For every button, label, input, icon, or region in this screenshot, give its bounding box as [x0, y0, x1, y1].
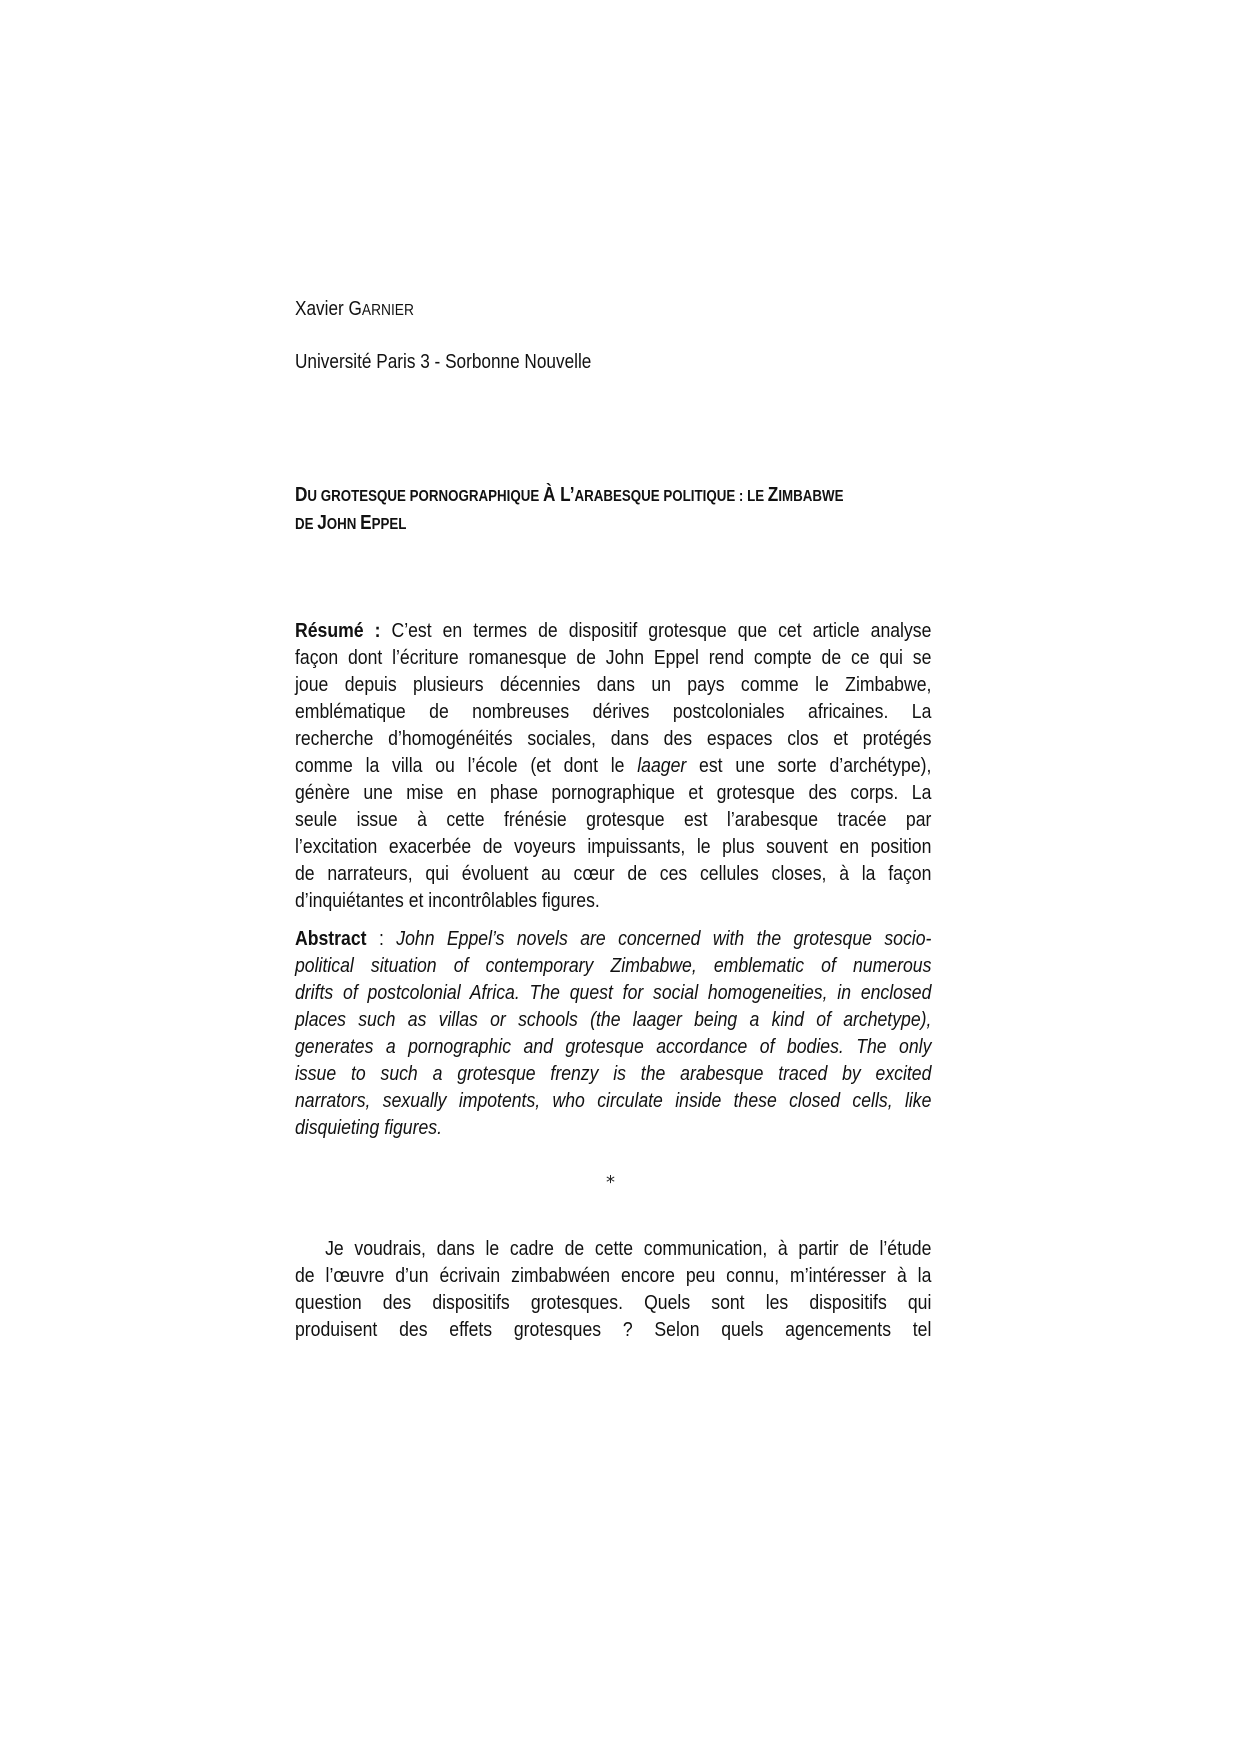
resume-line: emblématique de nombreuses dérives postcoloniales africaines. La: [295, 700, 932, 723]
resume-line: seule issue à cette frénésie grotesque est l’arabesque tracée par: [295, 808, 932, 831]
resume-label: Résumé :: [295, 619, 381, 642]
title-part: À L: [542, 484, 570, 506]
abstract-line: issue to such a grotesque frenzy is the arabesque traced by excited: [295, 1062, 932, 1085]
section-separator-asterisk: *: [606, 1172, 615, 1193]
abstract-label: Abstract: [295, 927, 367, 950]
resume-line-text: est une sorte d’archétype),: [686, 754, 932, 777]
author-affiliation: Université Paris 3 - Sorbonne Nouvelle: [295, 351, 592, 373]
title-part: OHN: [326, 516, 361, 533]
title-part: IMBABWE: [778, 488, 844, 505]
abstract-line: narrators, sexually impotents, who circulate inside these closed cells, like: [295, 1089, 932, 1112]
author-name: [295, 296, 414, 324]
resume-line: d’inquiétantes et incontrôlables figures.: [295, 889, 600, 912]
title-part: D: [295, 484, 308, 506]
title-part: DE: [295, 516, 318, 533]
abstract-paragraph: [295, 925, 931, 1141]
resume-line-text: comme la villa ou l’école (et dont le: [295, 754, 638, 777]
title-part: Z: [767, 484, 779, 506]
article-title: [295, 482, 931, 538]
abstract-line: places such as villas or schools (the laager being a kind of archetype),: [295, 1008, 932, 1031]
intro-line: de l’œuvre d’un écrivain zimbabwéen encore peu connu, m’intéresser à la: [295, 1264, 932, 1287]
resume-paragraph: [295, 617, 931, 914]
abstract-line-text: John Eppel’s novels are concerned with the grotesque socio-: [396, 927, 932, 950]
title-line-1: [295, 482, 931, 510]
resume-line: génère une mise en phase pornographique et grotesque des corps. La: [295, 781, 932, 804]
resume-line: joue depuis plusieurs décennies dans un pays comme le Zimbabwe,: [295, 673, 932, 696]
author-last-rest: ARNIER: [361, 302, 414, 319]
abstract-line: [295, 925, 931, 952]
author-last-name: [349, 298, 414, 320]
resume-line: [295, 617, 931, 644]
resume-line: [295, 752, 931, 779]
intro-paragraph: [295, 1235, 931, 1343]
title-part: ’: [569, 484, 575, 506]
abstract-separator: :: [366, 927, 397, 950]
resume-line-text: C’est en termes de dispositif grotesque que cet article analyse: [380, 619, 932, 642]
intro-line: question des dispositifs grotesques. Quels sont les dispositifs qui: [295, 1291, 932, 1314]
author-first-name: Xavier: [295, 298, 344, 320]
author-last-initial: G: [348, 298, 362, 320]
abstract-line: political situation of contemporary Zimbabwe, emblematic of numerous: [295, 954, 932, 977]
resume-line: façon dont l’écriture romanesque de John Eppel rend compte de ce qui se: [295, 646, 932, 669]
abstract-line: drifts of postcolonial Africa. The quest for social homogeneities, in enclosed: [295, 981, 932, 1004]
title-part: U GROTESQUE PORNOGRAPHIQUE: [307, 488, 543, 505]
resume-line: de narrateurs, qui évoluent au cœur de ces cellules closes, à la façon: [295, 862, 932, 885]
resume-italic-term: laager: [637, 754, 687, 777]
title-line-2: [295, 510, 931, 538]
intro-line: produisent des effets grotesques ? Selon quels agencements tel: [295, 1318, 932, 1341]
title-part: PPEL: [371, 516, 407, 533]
abstract-line: generates a pornographic and grotesque accordance of bodies. The only: [295, 1035, 932, 1058]
title-part: ARABESQUE POLITIQUE : LE: [574, 488, 768, 505]
title-part: J: [317, 512, 327, 534]
title-part: E: [360, 512, 372, 534]
intro-line: Je voudrais, dans le cadre de cette communication, à partir de l’étude: [325, 1237, 932, 1260]
resume-line: l’excitation exacerbée de voyeurs impuissants, le plus souvent en position: [295, 835, 932, 858]
abstract-line: disquieting figures.: [295, 1116, 443, 1139]
resume-line: recherche d’homogénéités sociales, dans des espaces clos et protégés: [295, 727, 932, 750]
